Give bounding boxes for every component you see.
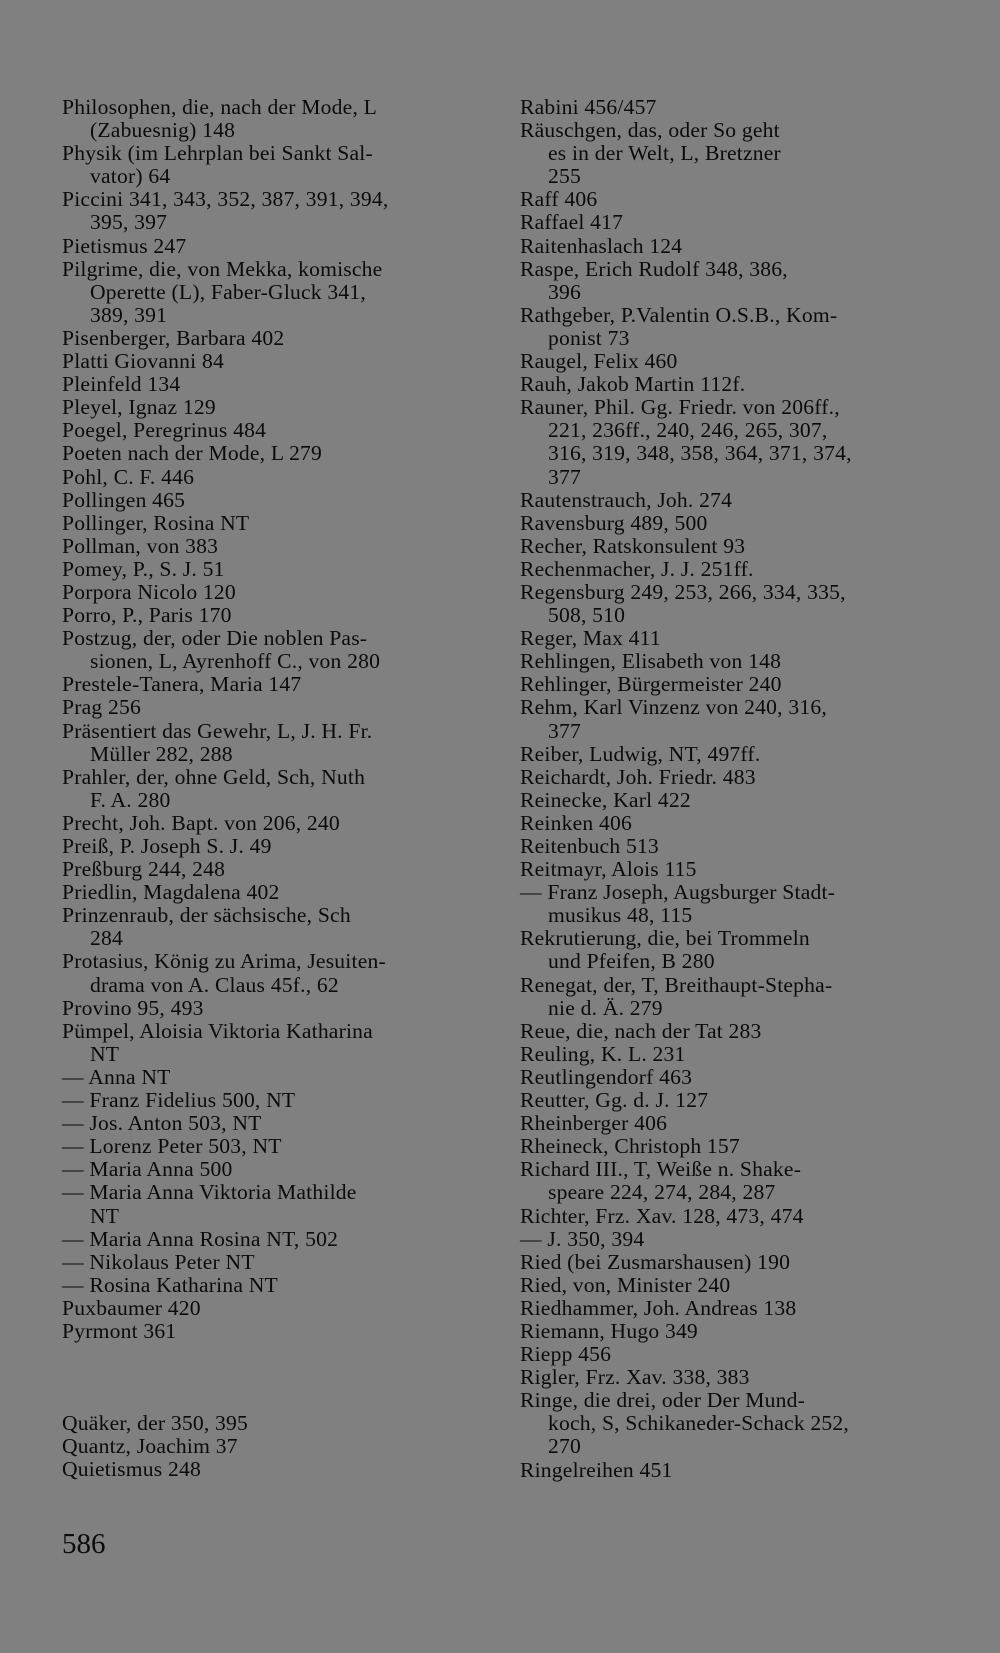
index-entry	[62, 396, 490, 419]
index-entry	[520, 535, 944, 558]
index-entry	[62, 558, 490, 581]
index-entry	[520, 1228, 944, 1251]
index-entry	[62, 1020, 490, 1066]
index-entry	[62, 1274, 490, 1297]
index-entry	[62, 1251, 490, 1274]
index-entry	[520, 489, 944, 512]
index-entry	[62, 1228, 490, 1251]
index-entry	[62, 1181, 490, 1227]
index-entry-line: — Maria Anna Rosina NT, 502	[62, 1226, 339, 1251]
index-entry	[62, 96, 490, 142]
index-entry	[62, 373, 490, 396]
index-entry-line: Porpora Nicolo 120	[62, 579, 236, 604]
index-entry	[520, 96, 944, 119]
left-index-column	[62, 96, 490, 1481]
index-entry-continuation: Müller 282, 288	[90, 741, 233, 766]
index-entry	[520, 350, 944, 373]
index-entry-line: Rautenstrauch, Joh. 274	[520, 487, 733, 512]
index-entry-line: Rechenmacher, J. J. 251ff.	[520, 556, 754, 581]
index-entry-line: Rabini 456/457	[520, 95, 657, 119]
index-entry-line: Rheineck, Christoph 157	[520, 1134, 740, 1159]
index-entry	[520, 581, 944, 627]
index-entry	[520, 1320, 944, 1343]
index-entry-line: Rehm, Karl Vinzenz von 240, 316,	[520, 695, 827, 720]
index-entry	[520, 1297, 944, 1320]
index-entry-line: Raff 406	[520, 187, 598, 212]
index-entry-line: Quietismus 248	[62, 1457, 201, 1482]
index-entry-continuation: vator) 64	[90, 164, 171, 189]
index-entry	[520, 373, 944, 396]
index-entry-line: Quantz, Joachim 37	[62, 1434, 238, 1459]
index-entry	[62, 188, 490, 234]
index-entry-continuation: 389, 391	[90, 302, 168, 327]
index-entry	[520, 1066, 944, 1089]
index-entry	[62, 950, 490, 996]
index-entry-continuation: sionen, L, Ayrenhoff C., von 280	[90, 649, 381, 674]
index-entry-line: Puxbaumer 420	[62, 1295, 201, 1320]
index-entry	[62, 489, 490, 512]
index-entry-continuation: es in der Welt, L, Bretzner	[548, 141, 781, 166]
index-entry-line: Porro, P., Paris 170	[62, 603, 232, 628]
index-entry	[520, 696, 944, 742]
index-entry	[62, 350, 490, 373]
index-entry-line: Quäker, der 350, 395	[62, 1411, 249, 1436]
index-entry	[520, 396, 944, 488]
index-entry-line: Philosophen, die, nach der Mode, L	[62, 95, 378, 119]
index-entry	[520, 1251, 944, 1274]
index-entry-continuation: 316, 319, 348, 358, 364, 371, 374,	[548, 441, 852, 466]
index-entry-line: Rehlinger, Bürgermeister 240	[520, 672, 782, 697]
index-entry-line: Reitmayr, Alois 115	[520, 857, 697, 882]
index-entry-line: Reiber, Ludwig, NT, 497ff.	[520, 741, 761, 766]
index-entry	[62, 1435, 490, 1458]
index-entry	[520, 119, 944, 188]
index-entry	[62, 1158, 490, 1181]
index-entry	[520, 1043, 944, 1066]
index-entry-line: Prestele-Tanera, Maria 147	[62, 672, 302, 697]
index-entry-line: Ried (bei Zusmarshausen) 190	[520, 1249, 791, 1274]
index-entry-continuation: Operette (L), Faber-Gluck 341,	[90, 279, 366, 304]
index-entry-continuation: 395, 397	[90, 210, 168, 235]
index-entry-line: Präsentiert das Gewehr, L, J. H. Fr.	[62, 718, 373, 743]
index-entry	[520, 1112, 944, 1135]
index-entry-line: Rathgeber, P.Valentin O.S.B., Kom-	[520, 302, 838, 327]
index-entry-line: Raugel, Felix 460	[520, 349, 678, 374]
index-entry	[62, 512, 490, 535]
index-entry	[520, 650, 944, 673]
index-entry-line: — J. 350, 394	[520, 1226, 645, 1251]
index-entry-line: Prinzenraub, der sächsische, Sch	[62, 903, 351, 928]
index-entry	[62, 1066, 490, 1089]
index-entry-line: Richter, Frz. Xav. 128, 473, 474	[520, 1203, 804, 1228]
index-entry-line: Pohl, C. F. 446	[62, 464, 195, 489]
index-entry-line: — Jos. Anton 503, NT	[62, 1111, 262, 1136]
index-entry-line: Pollingen 465	[62, 487, 186, 512]
index-entry	[520, 211, 944, 234]
index-entry	[520, 1020, 944, 1043]
index-entry-continuation: NT	[90, 1203, 120, 1228]
index-entry-continuation: 255	[548, 164, 581, 189]
index-entry-line: Pyrmont 361	[62, 1318, 177, 1343]
index-entry-line: Protasius, König zu Arima, Jesuiten-	[62, 949, 386, 974]
index-entry-line: Reichardt, Joh. Friedr. 483	[520, 764, 756, 789]
index-entry-continuation: 508, 510	[548, 603, 626, 628]
index-entry-continuation: NT	[90, 1041, 120, 1066]
index-entry-line: Riemann, Hugo 349	[520, 1318, 698, 1343]
index-entry	[62, 673, 490, 696]
index-entry-continuation: 221, 236ff., 240, 246, 265, 307,	[548, 418, 828, 443]
index-entry-line: Preßburg 244, 248	[62, 857, 226, 882]
index-entry-line: Riedhammer, Joh. Andreas 138	[520, 1295, 797, 1320]
index-entry	[520, 812, 944, 835]
index-entry-line: — Maria Anna Viktoria Mathilde	[62, 1180, 357, 1205]
index-entry-line: Rheinberger 406	[520, 1111, 668, 1136]
index-entry	[62, 835, 490, 858]
index-entry	[62, 142, 490, 188]
index-entry-line: Rekrutierung, die, bei Trommeln	[520, 926, 810, 951]
index-entry-line: Poeten nach der Mode, L 279	[62, 441, 323, 466]
index-entry	[520, 235, 944, 258]
index-entry	[62, 327, 490, 350]
index-entry	[62, 466, 490, 489]
index-entry-line: Precht, Joh. Bapt. von 206, 240	[62, 810, 340, 835]
index-entry-line: Pietismus 247	[62, 233, 187, 258]
index-entry-line: Rauh, Jakob Martin 112f.	[520, 372, 746, 397]
index-entry-continuation: drama von A. Claus 45f., 62	[90, 972, 339, 997]
index-entry	[62, 1458, 490, 1481]
index-entry-line: Pollman, von 383	[62, 533, 219, 558]
index-entry-line: Ravensburg 489, 500	[520, 510, 708, 535]
index-entry-continuation: 284	[90, 926, 123, 951]
index-entry-line: Ried, von, Minister 240	[520, 1272, 731, 1297]
index-entry-line: Pleyel, Ignaz 129	[62, 395, 216, 420]
page-number: 586	[62, 1528, 106, 1560]
index-entry-line: Reitenbuch 513	[520, 834, 659, 858]
index-entry	[62, 627, 490, 673]
index-entry	[62, 881, 490, 904]
index-entry	[520, 1274, 944, 1297]
index-entry-line: Provino 95, 493	[62, 995, 204, 1020]
index-entry-continuation: koch, S, Schikaneder-Schack 252,	[548, 1411, 850, 1436]
index-entry	[62, 1135, 490, 1158]
index-entry	[520, 1205, 944, 1228]
index-entry-line: Postzug, der, oder Die noblen Pas-	[62, 626, 368, 651]
index-entry	[62, 1089, 490, 1112]
index-entry-line: Piccini 341, 343, 352, 387, 391, 394,	[62, 187, 389, 212]
index-entry	[520, 835, 944, 858]
index-entry-line: Poegel, Peregrinus 484	[62, 418, 267, 443]
index-entry-continuation: und Pfeifen, B 280	[548, 949, 715, 974]
index-entry	[520, 1343, 944, 1366]
index-entry	[62, 1320, 490, 1343]
index-entry	[62, 1112, 490, 1135]
index-entry-line: Richard III., T, Weiße n. Shake-	[520, 1157, 802, 1182]
index-entry	[62, 812, 490, 835]
index-entry-line: Raffael 417	[520, 210, 624, 235]
index-entry	[520, 304, 944, 350]
index-entry	[520, 743, 944, 766]
index-entry	[62, 1297, 490, 1320]
index-entry-line: Priedlin, Magdalena 402	[62, 880, 280, 905]
index-entry-line: Reutter, Gg. d. J. 127	[520, 1088, 709, 1113]
index-entry-line: Pollinger, Rosina NT	[62, 510, 250, 535]
index-entry	[520, 1389, 944, 1458]
index-entry-continuation: nie d. Ä. 279	[548, 995, 663, 1020]
index-entry-line: Raspe, Erich Rudolf 348, 386,	[520, 256, 788, 281]
index-entry-continuation: 396	[548, 279, 581, 304]
index-entry-continuation: 377	[548, 464, 581, 489]
index-entry-line: Physik (im Lehrplan bei Sankt Sal-	[62, 141, 373, 166]
index-entry	[520, 1459, 944, 1482]
index-entry	[520, 927, 944, 973]
index-entry	[520, 673, 944, 696]
index-entry-line: Reuling, K. L. 231	[520, 1041, 686, 1066]
index-entry-line: — Maria Anna 500	[62, 1157, 233, 1182]
index-entry-line: — Rosina Katharina NT	[62, 1272, 278, 1297]
index-entry-line: Recher, Ratskonsulent 93	[520, 533, 746, 558]
index-entry	[520, 766, 944, 789]
index-entry	[62, 535, 490, 558]
right-index-column	[520, 96, 944, 1482]
index-entry	[62, 858, 490, 881]
index-entry	[520, 881, 944, 927]
index-entry-line: Prag 256	[62, 695, 141, 720]
index-entry-line: Prahler, der, ohne Geld, Sch, Nuth	[62, 764, 366, 789]
index-entry-line: Renegat, der, T, Breithaupt-Stepha-	[520, 972, 833, 997]
index-entry-line: Rauner, Phil. Gg. Friedr. von 206ff.,	[520, 395, 840, 420]
index-entry-line: Raitenhaslach 124	[520, 233, 683, 258]
index-entry	[520, 1089, 944, 1112]
index-entry-continuation: F. A. 280	[90, 787, 171, 812]
index-entry-line: — Anna NT	[62, 1064, 171, 1089]
index-entry	[520, 258, 944, 304]
index-entry-line: Reinecke, Karl 422	[520, 787, 691, 812]
index-entry	[520, 1135, 944, 1158]
index-entry-line: Preiß, P. Joseph S. J. 49	[62, 834, 272, 858]
index-entry	[62, 419, 490, 442]
index-entry	[62, 604, 490, 627]
index-entry	[520, 858, 944, 881]
index-entry-line: Pümpel, Aloisia Viktoria Katharina	[62, 1018, 373, 1043]
index-entry-line: Reutlingendorf 463	[520, 1064, 693, 1089]
index-entry-line: Reger, Max 411	[520, 626, 661, 651]
index-entry-line: Räuschgen, das, oder So geht	[520, 118, 780, 143]
index-entry	[62, 235, 490, 258]
index-entry-line: Regensburg 249, 253, 266, 334, 335,	[520, 579, 846, 604]
index-entry	[520, 627, 944, 650]
index-entry-continuation: 270	[548, 1434, 581, 1459]
letter-section-gap	[62, 1343, 490, 1412]
index-entry	[62, 1412, 490, 1435]
index-entry	[520, 1366, 944, 1389]
index-entry-line: Pleinfeld 134	[62, 372, 181, 397]
index-entry-continuation: musikus 48, 115	[548, 903, 693, 928]
index-entry-line: Pisenberger, Barbara 402	[62, 325, 285, 350]
index-entry	[520, 188, 944, 211]
index-entry-continuation: (Zabuesnig) 148	[90, 118, 236, 143]
index-entry-line: Ringelreihen 451	[520, 1457, 673, 1482]
index-entry-line: Riepp 456	[520, 1342, 612, 1367]
index-entry	[62, 997, 490, 1020]
index-entry-line: Rehlingen, Elisabeth von 148	[520, 649, 782, 674]
index-entry-line: — Lorenz Peter 503, NT	[62, 1134, 282, 1159]
index-entry-line: Rigler, Frz. Xav. 338, 383	[520, 1365, 750, 1390]
index-entry	[62, 720, 490, 766]
index-entry	[520, 1158, 944, 1204]
index-entry	[62, 442, 490, 465]
index-entry-line: Pomey, P., S. J. 51	[62, 556, 225, 581]
index-entry-line: Reinken 406	[520, 810, 632, 835]
index-entry	[520, 974, 944, 1020]
index-entry	[62, 258, 490, 327]
index-entry-line: Ringe, die drei, oder Der Mund-	[520, 1388, 806, 1413]
index-entry	[62, 581, 490, 604]
index-entry-continuation: speare 224, 274, 284, 287	[548, 1180, 776, 1205]
index-entry-line: Platti Giovanni 84	[62, 349, 224, 374]
index-entry-line: Pilgrime, die, von Mekka, komische	[62, 256, 383, 281]
index-entry	[62, 904, 490, 950]
index-entry-line: — Nikolaus Peter NT	[62, 1249, 255, 1274]
index-entry-line: — Franz Fidelius 500, NT	[62, 1088, 296, 1113]
index-entry	[520, 789, 944, 812]
index-entry-continuation: 377	[548, 718, 581, 743]
index-entry	[520, 558, 944, 581]
index-entry	[62, 766, 490, 812]
index-entry-line: Reue, die, nach der Tat 283	[520, 1018, 762, 1043]
index-entry-line: — Franz Joseph, Augsburger Stadt-	[520, 880, 836, 905]
index-entry	[520, 512, 944, 535]
index-entry	[62, 696, 490, 719]
index-entry-continuation: ponist 73	[548, 325, 630, 350]
